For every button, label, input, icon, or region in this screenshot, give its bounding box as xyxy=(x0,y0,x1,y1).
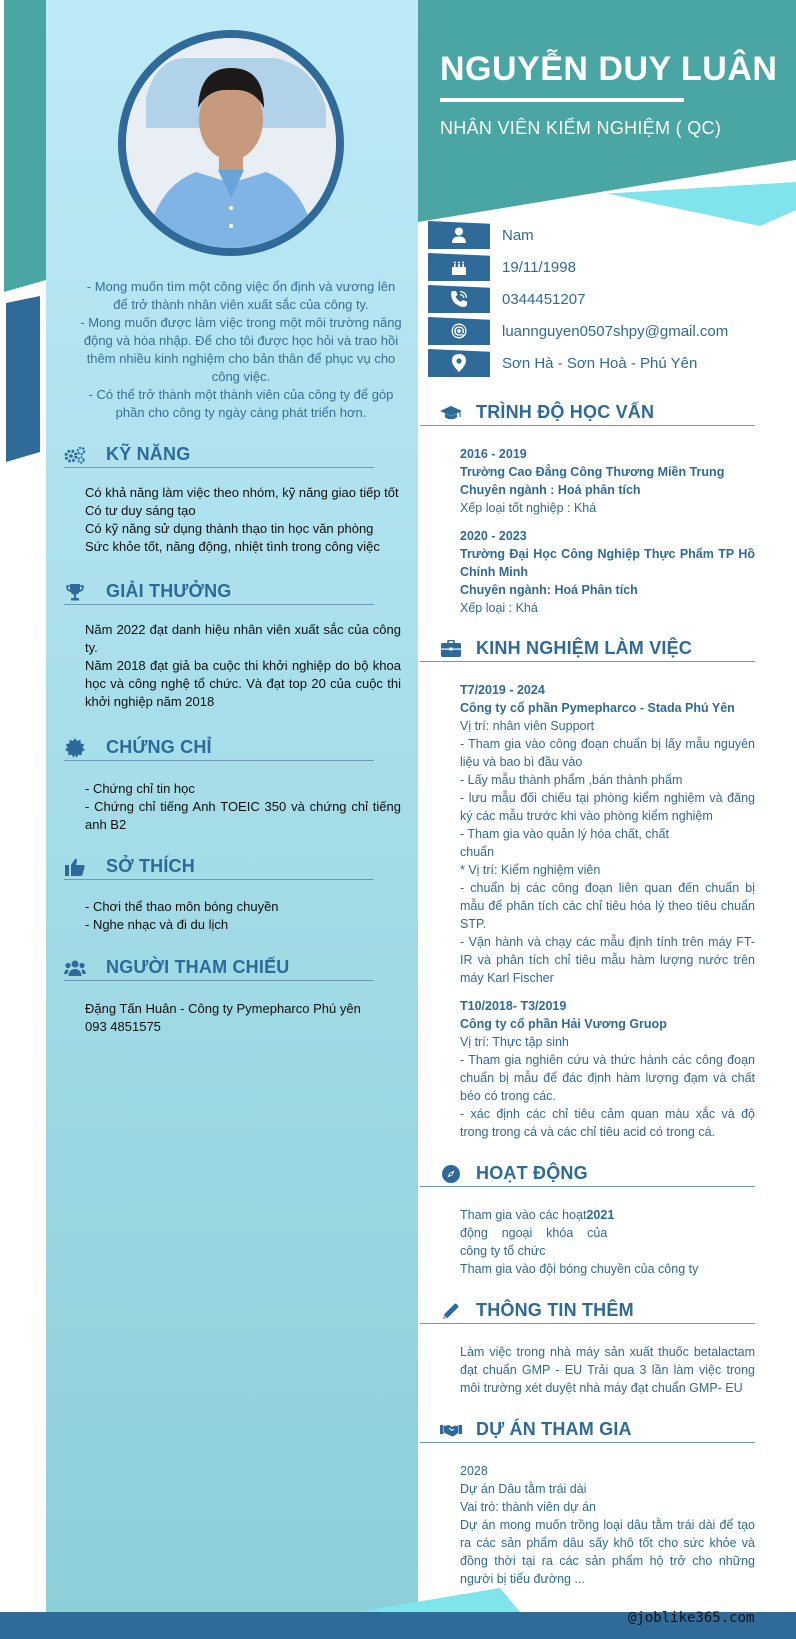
experience-line: * Vị trí: Kiểm nghiệm viên xyxy=(460,863,601,877)
experience-period: T7/2019 - 2024 xyxy=(460,683,545,697)
education-school: Trường Đại Học Công Nghiệp Thực Phẩm TP Hồ Chính Minh xyxy=(460,547,755,579)
projects-section-header xyxy=(440,1417,755,1443)
section-title: TRÌNH ĐỘ HỌC VẤN xyxy=(476,402,655,422)
experience-line: Vị trí: nhân viên Support xyxy=(460,719,595,733)
experience-line: - Tham gia vào quản lý hóa chất, chất xyxy=(460,827,669,841)
references-list xyxy=(85,1000,401,1036)
graduation-cap-icon xyxy=(440,402,462,424)
experience-line: Vị trí: Thực tập sinh xyxy=(460,1035,569,1049)
candidate-name: NGUYỄN DUY LUÂN xyxy=(440,50,778,88)
project-line: Dự án mong muốn trồng loại dâu tằm trái dài để tạo ra các sản phẩm dâu sấy khô tốt cho sức khỏe và đồng thời tại ra các sản phẩm hộ trở cho những người bị tiểu đường ... xyxy=(460,1518,755,1586)
list-item: Sức khỏe tốt, năng động, nhiệt tình trong công việc xyxy=(85,539,380,554)
phone-icon xyxy=(428,285,490,313)
experience-section-header xyxy=(440,636,755,662)
contact-row-address xyxy=(428,349,768,377)
experience-period: T10/2018- T3/2019 xyxy=(460,999,567,1013)
experience-line: - lưu mẫu đối chiếu tại phòng kiểm nghiệm và đăng ký các mẫu trước khi vào phòng kiểm nghiệm xyxy=(460,791,755,823)
left-navy-strip xyxy=(6,296,40,462)
project-line: Dự án Dâu tằm trái dài xyxy=(460,1482,587,1496)
candidate-role: NHÂN VIÊN KIỂM NGHIỆM ( QC) xyxy=(440,118,722,138)
additional-info-section-header xyxy=(440,1298,755,1324)
section-title: GIẢI THƯỞNG xyxy=(106,581,232,601)
briefcase-icon xyxy=(440,638,462,660)
thumbs-up-icon xyxy=(64,856,86,878)
left-teal-strip xyxy=(4,0,46,292)
section-title: KINH NGHIỆM LÀM VIỆC xyxy=(476,638,693,658)
activity-line: Tham gia vào các hoạt2021 xyxy=(460,1208,615,1222)
skills-section-header xyxy=(64,442,374,468)
activities-list xyxy=(460,1206,755,1278)
experience-line: - chuẩn bị các công đoạn liên quan đến chuẩn bị mẫu để phân tích các chỉ tiêu hóa lý theo tiêu chuẩn STP. xyxy=(460,881,755,931)
contact-text: Nam xyxy=(502,226,534,244)
user-icon xyxy=(428,221,490,249)
experience-company: Công ty cổ phần Pymepharco - Stada Phú Yên xyxy=(460,701,735,715)
education-grade: Xếp loại : Khá xyxy=(460,601,538,615)
education-school: Trường Cao Đẳng Công Thương Miền Trung xyxy=(460,465,725,479)
awards-section-header xyxy=(64,579,374,605)
experience-line: - Lấy mẫu thành phẩm ,bán thành phẩm xyxy=(460,773,683,787)
education-period: 2016 - 2019 xyxy=(460,447,527,461)
handshake-icon xyxy=(440,1419,462,1441)
list-item: Có kỹ năng sử dụng thành thạo tin học văn phòng xyxy=(85,521,374,536)
avatar-portrait xyxy=(126,38,336,248)
education-major: Chuyên ngành : Hoá phân tích xyxy=(460,483,641,497)
experience-line: - Tham gia nghiên cứu và thức hành các công đoạn chuẩn bị mẫu để đác định hàm lượng đạm và chất béo có trong các. xyxy=(460,1053,755,1103)
list-item: - Chứng chỉ tin học xyxy=(85,781,195,796)
career-objective xyxy=(80,278,402,422)
objective-line: - Có thể trở thành một thành viên của công ty để góp phần cho công ty ngày càng phát triển hơn. xyxy=(88,387,394,420)
list-item: Năm 2018 đạt giả ba cuộc thi khởi nghiệp do bộ khoa học và công nghệ tổ chức. Và đạt top 20 của cuộc thi khởi nghiệp năm 2018 xyxy=(85,658,401,709)
list-item: - Chơi thể thao môn bóng chuyền xyxy=(85,899,279,914)
education-section-header xyxy=(440,400,755,426)
section-title: CHỨNG CHỈ xyxy=(106,737,212,757)
map-marker-icon xyxy=(428,349,490,377)
list-item: Đặng Tấn Huân - Công ty Pymepharco Phú yên xyxy=(85,1001,361,1016)
activity-line: Tham gia vào đội bóng chuyền của công ty xyxy=(460,1262,699,1276)
experience-line: - Vận hành và chạy các mẫu định tính trên máy FT-IR và phân tích chỉ tiêu mẫu hàm lượng nước trên máy Karl Fischer xyxy=(460,935,755,985)
list-item: Có khả năng làm việc theo nhóm, kỹ năng giao tiếp tốt xyxy=(85,485,399,500)
name-underline xyxy=(440,98,684,102)
section-title: DỰ ÁN THAM GIA xyxy=(476,1419,632,1439)
contact-row-phone xyxy=(428,285,768,313)
objective-line: - Mong muốn được làm việc trong một môi trường năng động và hòa nhập. Để cho tôi được học hỏi và trao hồi thêm nhiều kinh nghiệm cho bản thân để phục vụ cho công việc. xyxy=(80,315,402,384)
objective-line: - Mong muốn tìm một công việc ổn định và vương lên để trở thành nhân viên xuất sắc của công ty. xyxy=(86,279,396,312)
list-item: Có tư duy sáng tạo xyxy=(85,503,196,518)
additional-info-text: Làm việc trong nhà máy sản xuất thuốc betalactam đạt chuẩn GMP - EU Trải qua 3 lần làm việc trong môi trường xét duyệt nhà máy đạt chuẩn GMP- EU xyxy=(460,1345,755,1395)
hobbies-section-header xyxy=(64,854,374,880)
list-item: - Chứng chỉ tiếng Anh TOEIC 350 và chứng chỉ tiếng anh B2 xyxy=(85,799,401,832)
experience-line: chuẩn xyxy=(460,845,495,859)
compass-icon xyxy=(440,1163,462,1185)
project-line: Vai trò: thành viên dự án xyxy=(460,1500,596,1514)
list-item: - Nghe nhạc và đi du lịch xyxy=(85,917,229,932)
experience-line: - xác định các chỉ tiêu cảm quan màu xắc và độ trong trong cá và các chỉ tiêu acid có trong cá. xyxy=(460,1107,755,1139)
experience-line: - Tham gia vào công đoạn chuẩn bị lấy mẫu nguyên liệu và bao bì đầu vào xyxy=(460,737,755,769)
list-item: Năm 2022 đạt danh hiệu nhân viên xuất sắc của công ty. xyxy=(85,622,401,655)
certificate-icon xyxy=(64,737,86,759)
certificates-list xyxy=(85,780,401,834)
certificates-section-header xyxy=(64,735,374,761)
contact-text: luannguyen0507shpy@gmail.com xyxy=(502,322,729,340)
education-list xyxy=(460,445,755,617)
contact-row-birthday xyxy=(428,253,768,281)
footer-watermark-url: @joblike365.com xyxy=(628,1610,755,1626)
cogs-icon xyxy=(64,444,86,466)
activities-section-header xyxy=(440,1161,755,1187)
users-icon xyxy=(64,957,86,979)
activity-line: động ngoại khóa của xyxy=(460,1226,608,1240)
list-item: 093 4851575 xyxy=(85,1019,161,1034)
contact-text: 0344451207 xyxy=(502,290,586,308)
pencil-icon xyxy=(440,1300,462,1322)
contact-row-gender xyxy=(428,221,768,249)
projects-list xyxy=(460,1462,755,1588)
section-title: NGƯỜI THAM CHIẾU xyxy=(106,957,290,977)
at-icon xyxy=(428,317,490,345)
contact-text: 19/11/1998 xyxy=(502,258,576,276)
section-title: KỸ NĂNG xyxy=(106,444,191,464)
awards-list xyxy=(85,621,401,711)
birthday-cake-icon xyxy=(428,253,490,281)
education-major: Chuyên ngành: Hoá Phân tích xyxy=(460,583,638,597)
hobbies-list xyxy=(85,898,401,934)
trophy-icon xyxy=(64,581,86,603)
education-period: 2020 - 2023 xyxy=(460,529,527,543)
section-title: HOẠT ĐỘNG xyxy=(476,1163,588,1183)
section-title: THÔNG TIN THÊM xyxy=(476,1300,634,1320)
contact-row-email xyxy=(428,317,768,345)
activity-year: 2021 xyxy=(586,1208,615,1222)
section-title: SỞ THÍCH xyxy=(106,856,195,876)
project-line: 2028 xyxy=(460,1464,488,1478)
activity-line: công ty tổ chức xyxy=(460,1244,546,1258)
avatar xyxy=(118,30,344,256)
contact-text: Sơn Hà - Sơn Hoà - Phú Yên xyxy=(502,354,698,372)
references-section-header xyxy=(64,955,374,981)
skills-list xyxy=(85,484,401,556)
education-grade: Xếp loại tốt nghiệp : Khá xyxy=(460,501,597,515)
experience-company: Công ty cổ phần Hải Vương Gruop xyxy=(460,1017,667,1031)
experience-list xyxy=(460,681,755,1141)
